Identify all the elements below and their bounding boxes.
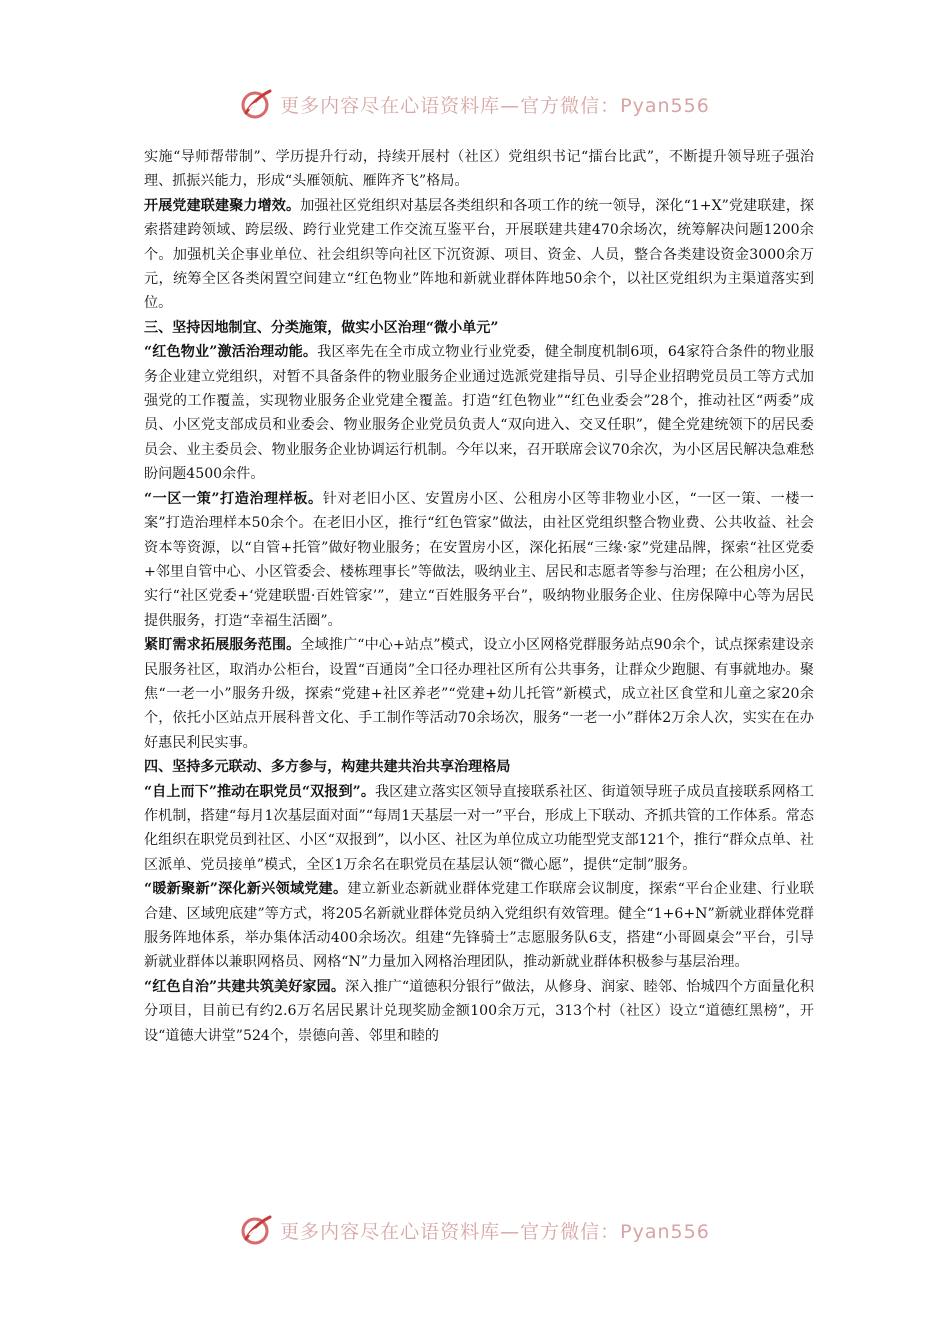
paragraph-lead: “红色物业”激活治理动能。 [144, 344, 318, 361]
paragraph-lead: “一区一策”打造治理样板。 [144, 490, 323, 507]
paragraph-lead: “自上而下”推动在职党员“双报到”。 [144, 783, 375, 800]
section-heading: 三、坚持因地制宜、分类施策，做实小区治理“微小单元” [144, 319, 499, 336]
document-body [144, 145, 814, 1048]
paragraph-lead: 开展党建联建聚力增效。 [144, 197, 301, 214]
watermark-banner-bottom [0, 1212, 950, 1248]
section-heading: 四、坚持多元联动、多方参与，构建共建共治共享治理格局 [144, 759, 511, 776]
watermark-text: 更多内容尽在心语资料库—官方微信：Pyan556 [280, 94, 710, 117]
paragraph: “红色自治”共建共筑美好家园。深入推广“道德积分银行”做法，从修身、润家、睦邻、怡城四个方面量化积分项目，目前已有约2.6万名居民累计兑现奖励金额100余万元，313个村（社区）设立“道德红黑榜”，开设“道德大讲堂”524个，崇德向善、邻里和睦的 [144, 978, 814, 1044]
paragraph-lead: “暖新聚新”深化新兴领域党建。 [144, 881, 348, 898]
watermark-text: 更多内容尽在心语资料库—官方微信：Pyan556 [280, 1220, 710, 1243]
paragraph: “自上而下”推动在职党员“双报到”。我区建立落实区领导直接联系社区、街道领导班子成员直接联系网格工作机制，搭建“每月1次基层面对面”“每周1天基层一对一”平台，形成上下联动、齐抓共管的工作体系。常态化组织在职党员到社区、小区“双报到”，以小区、社区为单位成立功能型党支部121个，推行“群众点单、社区派单、党员接单”模式，全区1万余名在职党员在基层认领“微心愿”，提供“定制”服务。 [144, 783, 814, 873]
paragraph-lead: “红色自治”共建共筑美好家园。 [144, 978, 346, 995]
paragraph: 紧盯需求拓展服务范围。全域推广“中心+站点”模式，设立小区网格党群服务站点90余个，试点探索建设亲民服务社区，取消办公柜台，设置“百通岗”全口径办理社区所有公共事务，让群众少跑腿、有事就地办。聚焦“一老一小”服务升级，探索“党建+社区养老”“党建+幼儿托管”新模式，成立社区食堂和儿童之家20余个，依托小区站点开展科普文化、手工制作等活动70余场次，服务“一老一小”群体2万余人次，实实在在办好惠民利民实事。 [144, 637, 814, 751]
paragraph: 实施“导师帮带制”、学历提升行动，持续开展村（社区）党组织书记“擂台比武”，不断提升领导班子强治理、抓振兴能力，形成“头雁领航、雁阵齐飞”格局。 [144, 149, 814, 190]
paragraph: “暖新聚新”深化新兴领域党建。建立新业态新就业群体党建工作联席会议制度，探索“平台企业建、行业联合建、区域兜底建”等方式，将205名新就业群体党员纳入党组织有效管理。健全“1+6+N”新就业群体党群服务阵地体系，举办集体活动400余场次。组建“先锋骑士”志愿服务队6支，搭建“小哥圆桌会”平台，引导新就业群体以兼职网格员、网格“N”力量加入网格治理团队，推动新就业群体积极参与基层治理。 [144, 881, 814, 971]
paragraph: 开展党建联建聚力增效。加强社区党组织对基层各类组织和各项工作的统一领导，深化“1+X”党建联建，探索搭建跨领域、跨层级、跨行业党建工作交流互鉴平台，开展联建共建470余场次，统筹解决问题1200余个。加强机关企事业单位、社会组织等向社区下沉资源、项目、资金、人员，整合各类建设资金3000余万元，统筹全区各类闲置空间建立“红色物业”阵地和新就业群体阵地50余个，以社区党组织为主渠道落实到位。 [144, 197, 815, 312]
paragraph: “红色物业”激活治理动能。我区率先在全市成立物业行业党委，健全制度机制6项，64家符合条件的物业服务企业建立党组织，对暂不具备条件的物业服务企业通过选派党建指导员、引导企业招聘党员员工等方式加强党的工作覆盖，实现物业服务企业党建全覆盖。打造“红色物业”“红色业委会”28个，推动社区“两委”成员、小区党支部成员和业委会、物业服务企业党员负责人“双向进入、交叉任职”，健全党建统领下的居民委员会、业主委员会、物业服务企业协调运行机制。今年以来，召开联席会议70余次，为小区居民解决急难愁盼问题4500余件。 [144, 344, 814, 483]
brush-pen-logo-icon [240, 87, 274, 121]
paragraph: “一区一策”打造治理样板。针对老旧小区、安置房小区、公租房小区等非物业小区，“一区一策、一楼一案”打造治理样本50余个。在老旧小区，推行“红色管家”做法，由社区党组织整合物业费、公共收益、社会资本等资源，以“自管+托管”做好物业服务；在安置房小区，深化拓展“三缘·家”党建品牌，探索“社区党委+邻里自管中心、小区管委会、楼栋理事长”等做法，吸纳业主、居民和志愿者等参与治理；在公租房小区，实行“社区党委+‘党建联盟·百姓管家’”，建立“百姓服务平台”，吸纳物业服务企业、住房保障中心等为居民提供服务，打造“幸福生活圈”。 [144, 490, 815, 629]
paragraph-lead: 紧盯需求拓展服务范围。 [144, 637, 301, 654]
brush-pen-logo-icon [240, 1213, 274, 1247]
watermark-banner-top [0, 86, 950, 122]
